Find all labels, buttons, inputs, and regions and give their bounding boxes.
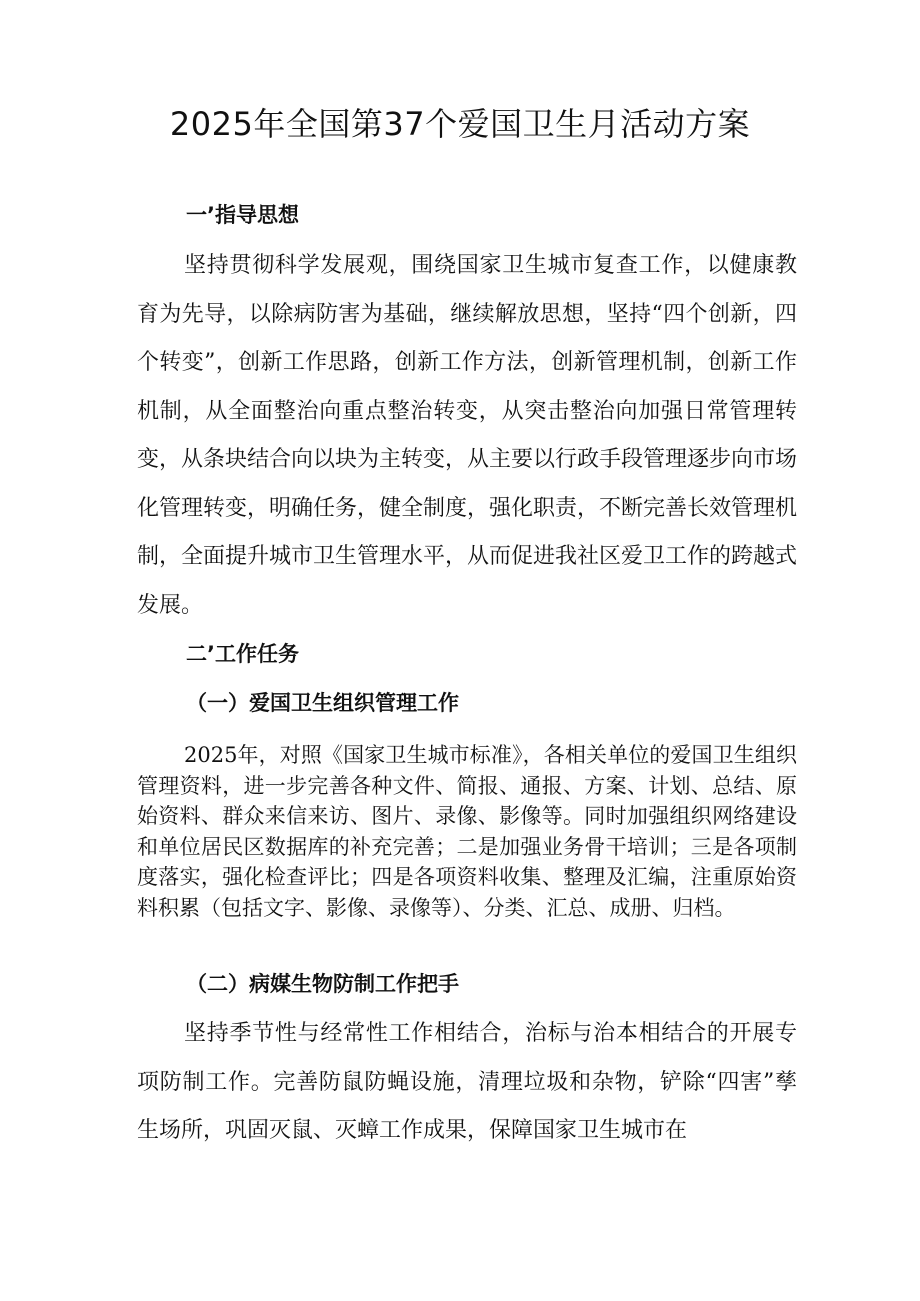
- section-heading-work-tasks: 二’工作任务: [186, 642, 299, 666]
- organization-management-paragraph: 2025年，对照《国家卫生城市标准》，各相关单位的爱国卫生组织管理资料，进一步完善各种文件、简报、通报、方案、计划、总结、原始资料、群众来信来访、图片、录像、影像等。同时加强组织网络建设和单位居民区数据库的补充完善；二是加强业务骨干培训；三是各项制度落实，强化检查评比；四是各项资料收集、整理及汇编，注重原始资料积累（包括文字、影像、录像等）、分类、汇总、成册、归档。: [137, 743, 797, 920]
- subheading-organization-management: （一）爱国卫生组织管理工作: [186, 691, 459, 715]
- document-title: 2025年全国第37个爱国卫生月活动方案: [169, 105, 751, 143]
- section-heading-guiding-ideology: 一’指导思想: [186, 203, 299, 227]
- vector-control-paragraph: 坚持季节性与经常性工作相结合，治标与治本相结合的开展专项防制工作。完善防鼠防蝇设施，清理垃圾和杂物，铲除“四害”孳生场所，巩固灭鼠、灭蟑工作成果，保障国家卫生城市在: [137, 1021, 797, 1143]
- guiding-ideology-paragraph: 坚持贯彻科学发展观，围绕国家卫生城市复查工作，以健康教育为先导，以除病防害为基础，继续解放思想，坚持“四个创新，四个转变”，创新工作思路，创新工作方法，创新管理机制，创新工作机制，从全面整治向重点整治转变，从突击整治向加强日常管理转变，从条块结合向以块为主转变，从主要以行政手段管理逐步向市场化管理转变，明确任务，健全制度，强化职责，不断完善长效管理机制，全面提升城市卫生管理水平，从而促进我社区爱卫工作的跨越式发展。: [137, 253, 798, 618]
- subheading-vector-control: （二）病媒生物防制工作把手: [186, 972, 459, 996]
